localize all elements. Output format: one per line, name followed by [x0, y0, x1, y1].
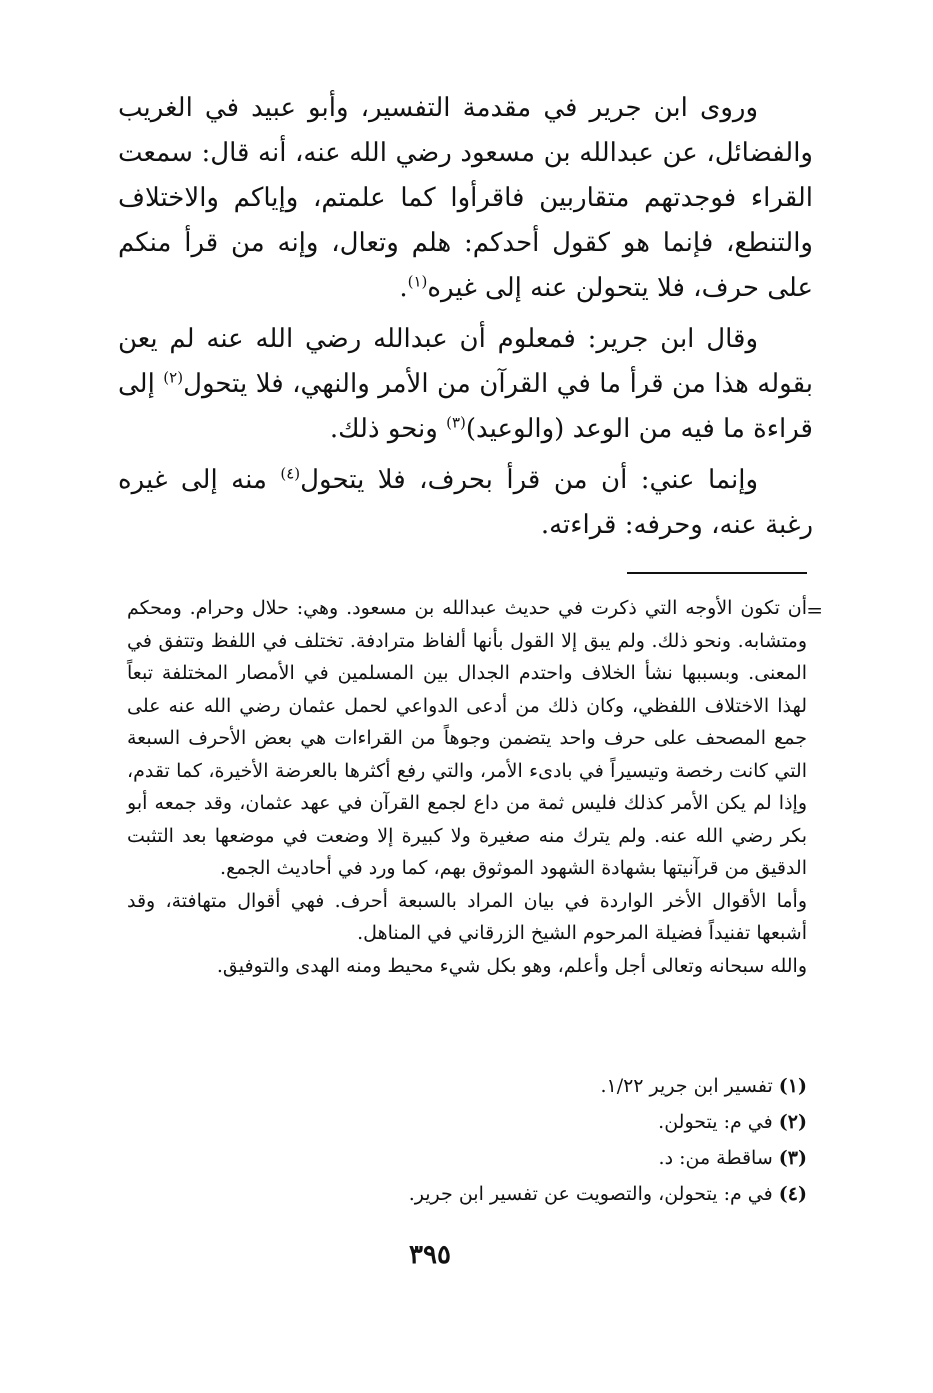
footnote-continuation	[127, 592, 807, 982]
main-text	[118, 86, 813, 554]
footnote-continuation-p2: وأما الأقوال الأخر الواردة في بيان المراد بالسبعة أحرف. فهي أقوال متهافتة، وقد أشبعها تفنيداً فضيلة المرحوم الشيخ الزرقاني في المناهل.	[127, 889, 807, 944]
footnote-1	[127, 1068, 807, 1104]
footnote-4	[127, 1176, 807, 1212]
paragraph-2-text-c: ونحو ذلك.	[329, 414, 447, 444]
footnote-1-text: تفسير ابن جرير ١/٢٢.	[600, 1075, 773, 1097]
footnote-4-number: (٤)	[778, 1183, 807, 1205]
footnote-continuation-p1: أن تكون الأوجه التي ذكرت في حديث عبدالله بن مسعود. وهي: حلال وحرام. ومحكم ومتشابه. ونحو ذلك. ولم يبق إلا القول بأنها ألفاظ مترادفة. تختلف في اللفظ وتتفق في المعنى. وبسببها نشأ الخلاف واحتدم الجدال بين المسلمين في الأمصار المختلفة تبعاً لهذا الاختلاف اللفظي، وكان ذلك من أدعى الدواعي لحمل عثمان رضي الله عنه على جمع المصحف على حرف واحد يتضمن وجوهاً من القراءات هي بعض الأحرف السبعة التي كانت رخصة وتيسيراً في بادىء الأمر، والتي رفع أكثرها بالعرضة الأخيرة، كما تقدم، وإذا لم يكن الأمر كذلك فليس ثمة من داع لجمع القرآن في عهد عثمان، وقد جمعه أبو بكر رضي الله عنه. ولم يترك منه صغيرة ولا كبيرة إلا وضعت في موضعها بعد التثبت الدقيق من قرآنيتها بشهادة الشهود الموثوق بهم، كما ورد في أحاديث الجمع.	[127, 597, 807, 879]
page-number: ٣٩٥	[409, 1240, 451, 1270]
footnote-3-text: ساقطة من: د.	[658, 1147, 773, 1169]
paragraph-2-text-b: إلى قراءة ما فيه من الوعد (والوعيد)	[118, 369, 813, 444]
paragraph-2-text-a: وقال ابن جرير: فمعلوم أن عبدالله رضي الله عنه لم يعن بقوله هذا من قرأ ما في القرآن من الأمر والنهي، فلا يتحول	[118, 324, 813, 399]
footnote-2-text: في م: يتحولن.	[658, 1111, 773, 1133]
footnote-ref-3: (٣)	[446, 413, 466, 432]
paragraph-3	[118, 458, 813, 548]
footnote-1-number: (١)	[778, 1075, 807, 1097]
footnote-2-number: (٢)	[778, 1111, 807, 1133]
footnote-2	[127, 1104, 807, 1140]
paragraph-3-text-b: منه إلى غيره رغبة عنه، وحرفه: قراءته.	[118, 465, 813, 540]
footnote-ref-4: (٤)	[280, 464, 301, 483]
footnote-ref-2: (٢)	[163, 368, 184, 387]
footnote-3-number: (٣)	[778, 1147, 807, 1169]
footnote-ref-1: (١)	[407, 272, 428, 291]
paragraph-2	[118, 317, 813, 452]
footnote-continuation-p3: والله سبحانه وتعالى أجل وأعلم، وهو بكل شيء محيط ومنه الهدى والتوفيق.	[216, 954, 807, 977]
paragraph-3-text-a: وإنما عني: أن من قرأ بحرف، فلا يتحول	[300, 465, 759, 495]
paragraph-1-text: وروى ابن جرير في مقدمة التفسير، وأبو عبيد في الغريب والفضائل، عن عبدالله بن مسعود رضي الله عنه، أنه قال: سمعت القراء فوجدتهم متقاربين فاقرأوا كما علمتم، وإياكم والاختلاف والتنطع، فإنما هو كقول أحدكم: هلم وتعال، وإنه من قرأ منكم على حرف، فلا يتحولن عنه إلى غيره	[118, 93, 813, 303]
footnote-separator	[627, 572, 807, 574]
continuation-mark: =	[806, 598, 823, 622]
footnote-3	[127, 1140, 807, 1176]
paragraph-1-end: .	[399, 273, 408, 303]
footnote-4-text: في م: يتحولن، والتصويت عن تفسير ابن جرير.	[408, 1183, 773, 1205]
footnotes-list	[127, 1068, 807, 1212]
paragraph-1	[118, 86, 813, 311]
